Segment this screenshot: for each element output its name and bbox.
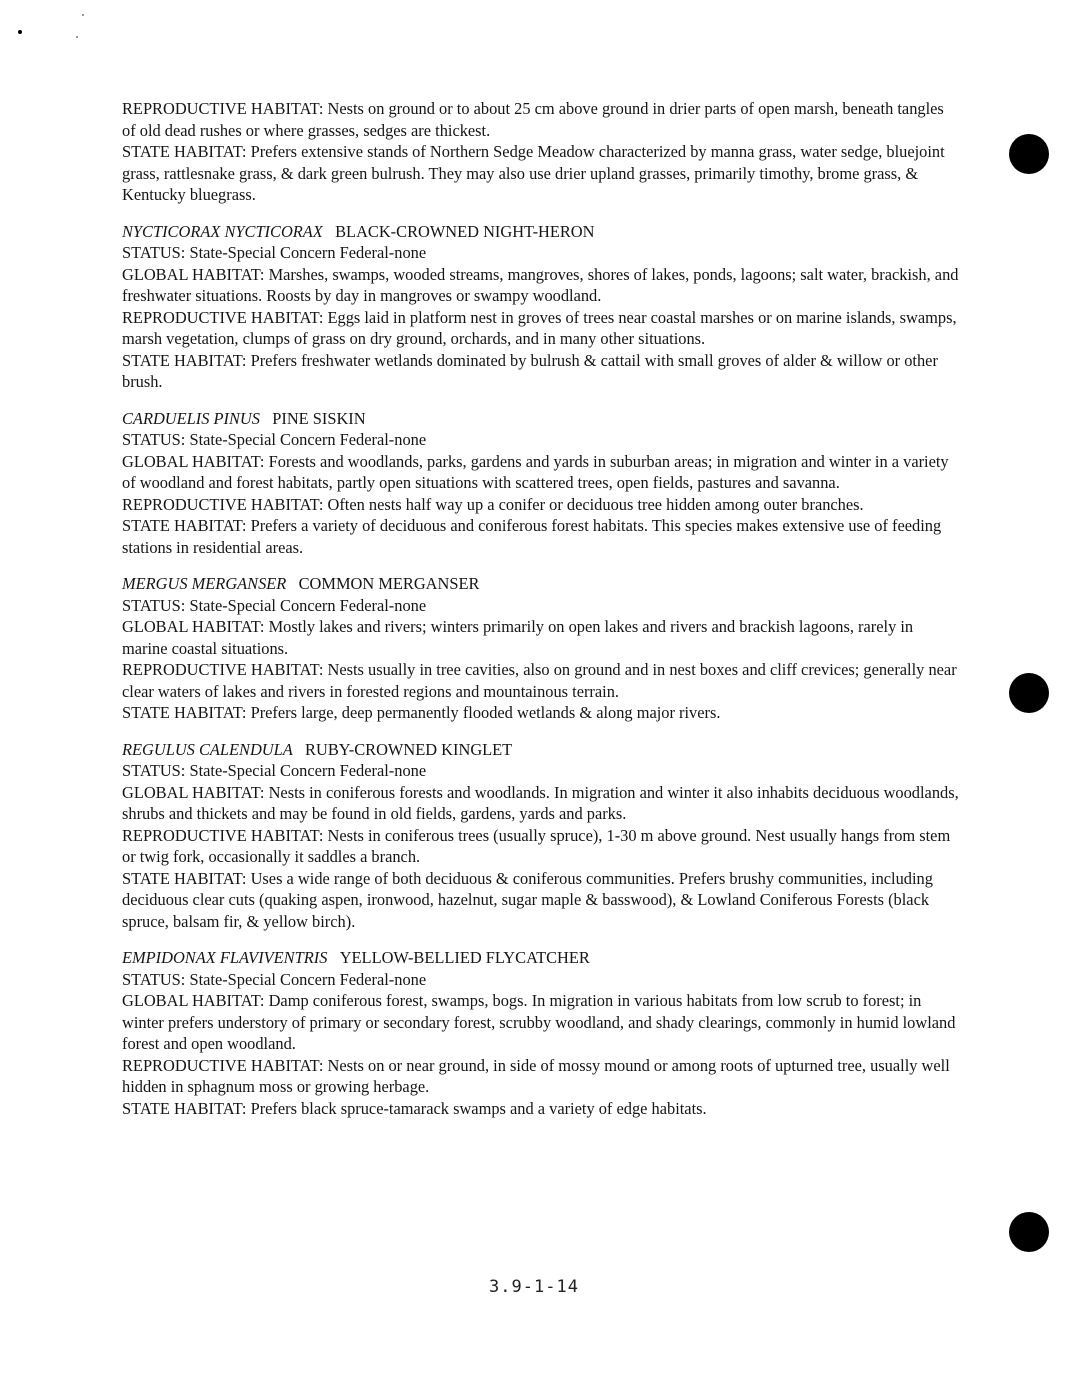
scan-speck [76,36,78,38]
species-heading [122,739,960,761]
scientific-name: NYCTICORAX NYCTICORAX [122,221,323,241]
reproductive-habitat: REPRODUCTIVE HABITAT: Nests in coniferous trees (usually spruce), 1-30 m above ground. Nest usually hangs from stem or twig fork, occasionally it saddles a branch. [122,825,951,866]
global-habitat: GLOBAL HABITAT: Marshes, swamps, wooded streams, mangroves, shores of lakes, ponds, lagoons; salt water, brackish, and freshwater situations. Roosts by day in mangroves or swampy woodland. [122,264,959,305]
species-heading [122,573,960,595]
common-name: YELLOW-BELLIED FLYCATCHER [339,948,590,967]
scientific-name: MERGUS MERGANSER [122,574,287,593]
common-name: RUBY-CROWNED KINGLET [305,739,513,759]
intro-state-habitat: STATE HABITAT: Prefers extensive stands of Northern Sedge Meadow characterized by manna grass, water sedge, bluejoint grass, rattlesnake grass, & dark green bulrush. They may also use drier upland grasses, primarily timothy, brome grass, & Kentucky bluegrass. [122,142,945,204]
species-heading [122,947,960,969]
state-habitat: STATE HABITAT: Uses a wide range of both deciduous & coniferous communities. Prefers brushy communities, including deciduous clear cuts (quaking aspen, ironwood, hazelnut, sugar maple & basswood), & Lowland Coniferous Forests (black spruce, balsam fir, & yellow birch). [122,868,933,931]
global-habitat: GLOBAL HABITAT: Forests and woodlands, parks, gardens and yards in suburban areas; in migration and winter in a variety of woodland and forest habitats, partly open situations with scattered trees, open fields, pastures and savanna. [122,451,949,492]
punch-hole-middle [1009,673,1049,713]
state-habitat: STATE HABITAT: Prefers large, deep permanently flooded wetlands & along major rivers. [122,703,721,722]
global-habitat: GLOBAL HABITAT: Damp coniferous forest, swamps, bogs. In migration in various habitats from low scrub to forest; in winter prefers understory of primary or secondary forest, scrubby woodland, and shady clearings, commonly in humid lowland forest and open woodland. [122,991,956,1053]
status-line: STATUS: State-Special Concern Federal-none [122,430,427,449]
intro-reproductive-habitat: REPRODUCTIVE HABITAT: Nests on ground or to about 25 cm above ground in drier parts of open marsh, beneath tangles of old dead rushes or where grasses, sedges are thickest. [122,99,944,140]
state-habitat: STATE HABITAT: Prefers black spruce-tamarack swamps and a variety of edge habitats. [122,1098,707,1118]
species-entry [122,947,960,1119]
common-name: BLACK-CROWNED NIGHT-HERON [335,221,595,241]
scan-speck [18,30,22,34]
punch-hole-top [1009,134,1049,174]
status-line: STATUS: State-Special Concern Federal-none [122,595,427,615]
common-name: PINE SISKIN [272,408,366,428]
reproductive-habitat: REPRODUCTIVE HABITAT: Nests on or near ground, in side of mossy mound or among roots of upturned tree, usually well hidden in sphagnum moss or growing herbage. [122,1055,950,1096]
status-line: STATUS: State-Special Concern Federal-none [122,969,427,989]
state-habitat: STATE HABITAT: Prefers a variety of deciduous and coniferous forest habitats. This species makes extensive use of feeding stations in residential areas. [122,516,942,557]
scientific-name: EMPIDONAX FLAVIVENTRIS [122,948,328,967]
species-heading [122,408,960,430]
status-line: STATUS: State-Special Concern Federal-none [122,243,427,262]
page-number: 3.9-1-14 [489,1277,579,1297]
species-heading [122,221,960,243]
reproductive-habitat: REPRODUCTIVE HABITAT: Eggs laid in platform nest in groves of trees near coastal marshes or on marine islands, swamps, marsh vegetation, clumps of grass on dry ground, orchards, and in many other situations. [122,307,957,348]
species-entry [122,221,960,393]
species-entry [122,739,960,933]
reproductive-habitat: REPRODUCTIVE HABITAT: Often nests half way up a conifer or deciduous tree hidden among outer branches. [122,494,864,514]
intro-section [122,98,960,206]
scientific-name: REGULUS CALENDULA [122,739,293,759]
scientific-name: CARDUELIS PINUS [122,408,260,428]
species-entry [122,573,960,724]
punch-hole-bottom [1009,1212,1049,1252]
reproductive-habitat: REPRODUCTIVE HABITAT: Nests usually in tree cavities, also on ground and in nest boxes and cliff crevices; generally near clear waters of lakes and rivers in forested regions and mountainous terrain. [122,660,957,701]
species-entry [122,408,960,559]
species-text-block [122,98,960,1134]
status-line: STATUS: State-Special Concern Federal-none [122,761,427,780]
global-habitat: GLOBAL HABITAT: Mostly lakes and rivers; winters primarily on open lakes and rivers and brackish lagoons, rarely in marine coastal situations. [122,617,914,658]
scan-speck [82,14,84,16]
state-habitat: STATE HABITAT: Prefers freshwater wetlands dominated by bulrush & cattail with small groves of alder & willow or other brush. [122,350,938,391]
common-name: COMMON MERGANSER [298,574,480,593]
global-habitat: GLOBAL HABITAT: Nests in coniferous forests and woodlands. In migration and winter it also inhabits deciduous woodlands, shrubs and thickets and may be found in old fields, gardens, yards and parks. [122,782,959,823]
